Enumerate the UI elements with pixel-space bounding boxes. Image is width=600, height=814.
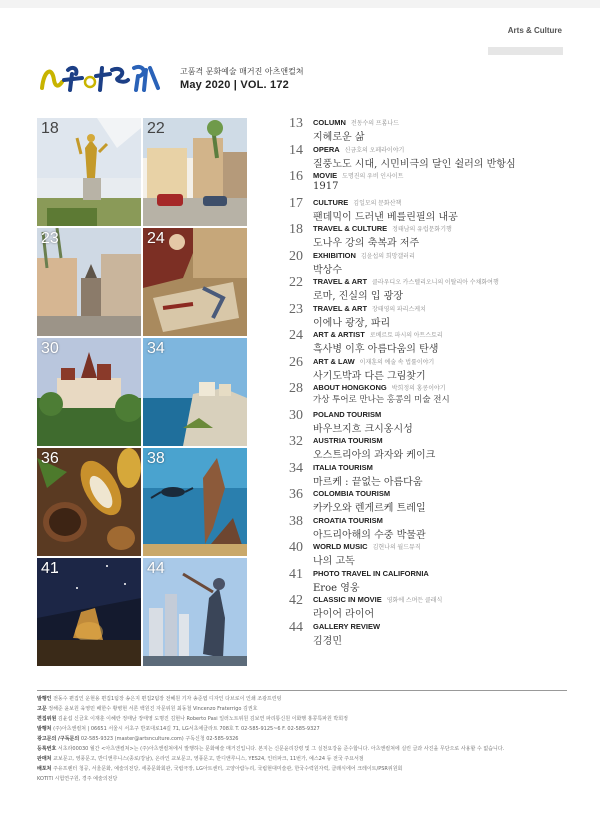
toc-subsection: 영화에 스며든 클래식 [386, 598, 443, 604]
toc-subsection: 전동수의 프롬나드 [350, 121, 399, 127]
toc-section: PHOTO TRAVEL IN CALIFORNIA [313, 568, 429, 578]
toc-page: 41 [289, 566, 303, 582]
toc-subsection: 도명진의 우비 인사이트 [342, 174, 404, 180]
toc-subsection: 이재훈의 예술 속 법률이야기 [359, 359, 435, 366]
photo-tile-30 [37, 338, 141, 446]
toc-page: 42 [289, 593, 303, 608]
credit-line: 발행처 (주)아츠앤컬쳐 | 06651 서울시 서초구 반포대로14길 71, LG서초에클라트 708호 T. 02-585-9125~6 F. 02-585-9327 [37, 726, 320, 732]
toc-page: 14 [289, 142, 303, 158]
photo-number: 24 [147, 230, 165, 247]
toc-section: COLOMBIA TOURISM [313, 489, 391, 498]
toc-subsection: 신금호의 오페라이야기 [344, 147, 405, 154]
header-decor-bar [488, 47, 563, 55]
toc-title: 로마, 진실의 입 광장 [313, 291, 403, 302]
toc-page: 30 [289, 407, 303, 423]
toc-entry[interactable] [289, 619, 579, 647]
toc-title: 질풍노도 시대, 시민비극의 달인 쉴러의 반항심 [313, 158, 516, 170]
toc-title: 사기도박과 다른 그림찾기 [313, 370, 426, 382]
toc-title: 마르케 : 끝없는 아름다움 [313, 476, 423, 488]
toc-entry[interactable] [289, 489, 579, 513]
toc-entry[interactable] [289, 460, 579, 488]
credit-line: 발행인 전동수 편집인 운현용 편집1팀장 송은지 편집2팀장 전혜원 기자 송준엽 디자인 다브로이 인쇄 조광프린팅 [37, 696, 282, 702]
credit-line: 광고문의 /구독문의 02-585-9323 (master@artsnculture.com) 구독신청 02-585-9326 [37, 736, 239, 742]
toc-page: 20 [289, 248, 303, 264]
issue-line: May 2020 | VOL. 172 [180, 79, 289, 91]
magazine-logo [38, 60, 164, 94]
toc-entry[interactable] [289, 142, 579, 170]
toc-title: 박상수 [313, 264, 342, 276]
photo-number: 34 [147, 340, 165, 357]
photo-number: 23 [41, 230, 59, 247]
toc-title: 나의 고독 [313, 556, 355, 567]
photo-number: 44 [147, 560, 165, 577]
toc-page: 38 [289, 513, 303, 529]
toc-entry[interactable] [289, 542, 579, 566]
toc-page: 34 [289, 460, 303, 476]
toc-title: 도나우 강의 축복과 저주 [313, 238, 420, 249]
toc-title: 흑사병 이후 아름다움의 탄생 [313, 344, 439, 355]
photo-tile-34 [143, 338, 247, 446]
toc-entry[interactable] [289, 248, 579, 276]
toc-title: Eroe 영웅 [313, 582, 360, 594]
toc-title: 카카오와 렌게르케 트레일 [313, 503, 426, 514]
toc-entry[interactable] [289, 330, 579, 354]
photo-number: 18 [41, 120, 59, 137]
toc-title: 바우브지흐 크시옹시성 [313, 423, 413, 435]
credit-line: 판매처 교보문고, 영풍문고, 반디앤루니스(종로/강남), 온라인 교보문고, 영풍문고, 반디앤루니스, YES24, 인터파크, 11번가, 예스24 등 전국 주요서점 [37, 756, 364, 762]
credit-line: 고문 정해준 윤보원 육영민 배한수 황병현 서론 백원진 자문위원 최동철 Vincenzo Fraterrigo 김권호 [37, 706, 258, 712]
section-label: Arts & Culture [507, 26, 562, 35]
toc-title: 가상 투어로 만나는 홍콩의 미술 전시 [313, 395, 450, 405]
photo-tile-22 [143, 118, 247, 226]
toc-entry[interactable] [289, 566, 579, 594]
photo-number: 41 [41, 560, 59, 577]
toc-entry[interactable] [289, 195, 579, 223]
credit-line: 편집위원 김윤섭 신금호 이재훈 이혜란 정태남 장태영 도명진 김현나 Roberto Pasi 일러노트위원 김보연 파리통신원 이화행 홍콩특파원 박희정 [37, 716, 348, 722]
toc-section: CROATIA TOURISM [313, 515, 383, 525]
toc-page: 40 [289, 540, 303, 555]
photo-tile-44 [143, 558, 247, 666]
photo-number: 38 [147, 450, 165, 467]
toc-section: CLASSIC IN MOVIE 영화에 스며든 클래식 [313, 595, 443, 604]
photo-number: 36 [41, 450, 59, 467]
credit-line: KOTITI 시험연구원, 경주 예술의전당 [37, 776, 118, 782]
toc-section: ABOUT HONGKONG 박희정의 홍콩이야기 [313, 383, 446, 392]
toc-entry[interactable] [289, 407, 579, 435]
toc-title: 라이어 라이어 [313, 609, 375, 620]
toc-title: 지혜로운 삶 [313, 132, 365, 143]
photo-tile-41 [37, 558, 141, 666]
toc-subsection: 김윤섭의 희망갤러리 [360, 253, 415, 260]
toc-page: 26 [289, 354, 303, 370]
toc-page: 17 [289, 195, 303, 211]
toc-subsection: 박희정의 홍콩이야기 [391, 386, 446, 392]
toc-section: ITALIA TOURISM [313, 462, 373, 472]
toc-section: ART & ARTIST 로베르토 파시의 아트스토리 [313, 330, 443, 339]
toc-subsection: 김일모의 문화산책 [353, 200, 402, 207]
toc-section: MOVIE 도명진의 우비 인사이트 [313, 171, 404, 180]
toc-section: CULTURE 김일모의 문화산책 [313, 197, 402, 207]
toc-section: TRAVEL & CULTURE 정태남의 유럽문화기행 [313, 224, 452, 233]
toc-section: EXHIBITION 김윤섭의 희망갤러리 [313, 250, 415, 260]
magazine-subtitle: 고품격 문화예술 매거진 아츠앤컬쳐 [180, 67, 304, 76]
toc-entry[interactable] [289, 513, 579, 541]
toc-page: 28 [289, 381, 303, 396]
toc-entry[interactable] [289, 301, 579, 329]
toc-page: 36 [289, 487, 303, 502]
photo-tile-36 [37, 448, 141, 556]
toc-entry[interactable] [289, 277, 579, 301]
toc-title: 팬데믹이 드러낸 베를린필의 내공 [313, 211, 458, 223]
photo-number: 22 [147, 120, 165, 137]
photo-tile-38 [143, 448, 247, 556]
toc-subsection: 장태영의 파리스케치 [372, 306, 426, 313]
toc-page: 32 [289, 434, 303, 449]
toc-title: 아드리아해의 수중 박물관 [313, 529, 426, 541]
toc-entry[interactable] [289, 171, 579, 195]
toc-section: AUSTRIA TOURISM [313, 436, 383, 445]
toc-title: 이에나 광장, 파리 [313, 317, 391, 329]
toc-page: 16 [289, 169, 303, 184]
colophon [37, 690, 567, 784]
toc-section: TRAVEL & ART 장태영의 파리스케치 [313, 303, 426, 313]
toc-title: 1917 [313, 181, 339, 192]
toc-entry[interactable] [289, 595, 579, 619]
toc-section: COLUMN 전동수의 프롬나드 [313, 118, 399, 127]
toc-page: 22 [289, 275, 303, 290]
toc-page: 13 [289, 116, 303, 131]
toc-page: 23 [289, 301, 303, 317]
toc-subsection: 정태남의 유럽문화기행 [392, 227, 452, 233]
toc-entry[interactable] [289, 354, 579, 382]
toc-subsection: 클라우디오 카스텔리오니의 이탈리아 수채화여행 [372, 280, 499, 286]
toc-title: 오스트리아의 과자와 케이크 [313, 450, 436, 461]
photo-tile-24 [143, 228, 247, 336]
toc-section: TRAVEL & ART 클라우디오 카스텔리오니의 이탈리아 수채화여행 [313, 277, 499, 286]
toc-page: 44 [289, 619, 303, 635]
toc-title: 김경민 [313, 635, 342, 647]
photo-tile-23 [37, 228, 141, 336]
toc-section: POLAND TOURISM [313, 409, 382, 419]
toc-section: WORLD MUSIC 김현나의 월드뮤직 [313, 542, 421, 551]
toc-section: ART & LAW 이재훈의 예술 속 법률이야기 [313, 356, 435, 366]
toc-entry[interactable] [289, 118, 579, 142]
photo-number: 30 [41, 340, 59, 357]
toc-page: 24 [289, 328, 303, 343]
toc-entry[interactable] [289, 224, 579, 248]
toc-entry[interactable] [289, 436, 579, 460]
top-band [0, 0, 600, 8]
photo-tile-18 [37, 118, 141, 226]
toc-section: OPERA 신금호의 오페라이야기 [313, 144, 405, 154]
toc-subsection: 로베르토 파시의 아트스토리 [369, 333, 443, 339]
toc-section: GALLERY REVIEW [313, 621, 381, 631]
toc-page: 18 [289, 222, 303, 237]
credit-line: 등록번호 서초라00030 월간 <아츠앤컬쳐>는 (주)아츠앤컬쳐에서 발행하는 문화예술 매거진입니다. 본지는 신문윤리강령 및 그 실천요강을 준수합니다. 아츠앤컬쳐에 실린 글과 사진을 무단으로 사용할 수 없습니다. [37, 746, 505, 752]
toc-subsection: 김현나의 월드뮤직 [372, 545, 421, 551]
toc-entry[interactable] [289, 383, 579, 407]
credit-line: 배포처 주유프렌터 청공, 서울문화, 예술의전당, 세종문화회관, 국립극장, LG아트센터, 고양아람누리, 국립현대미술관, 한국수력원자력, 클래식에어 크레이트/PSR위원회 [37, 766, 403, 772]
photo-grid [37, 118, 247, 666]
